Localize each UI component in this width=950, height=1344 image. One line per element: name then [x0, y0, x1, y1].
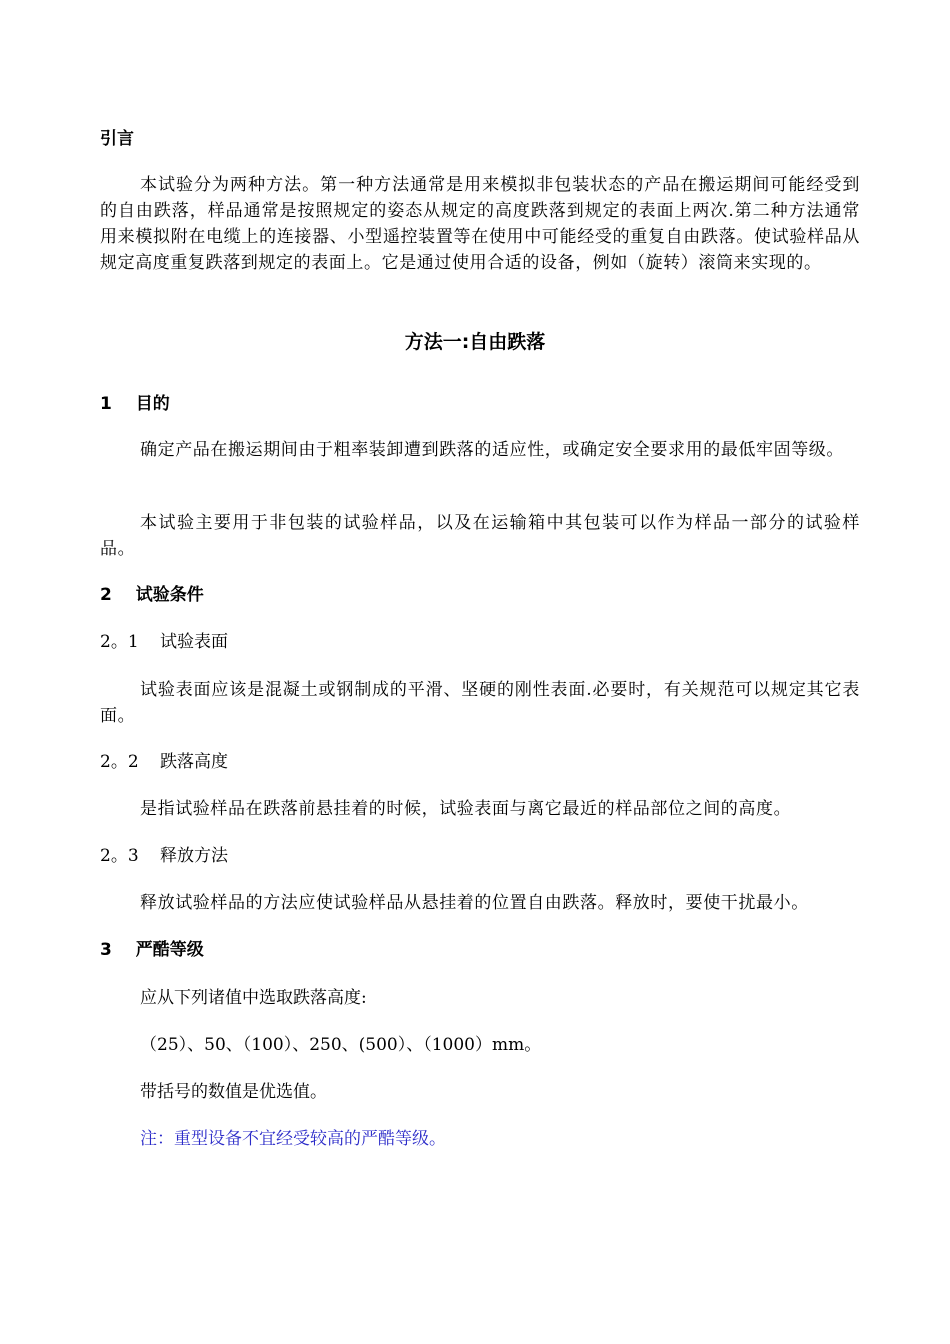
intro-heading: 引言 — [100, 129, 134, 149]
section1-number: 1 — [100, 394, 112, 414]
severity-note: 注：重型设备不宜经受较高的严酷等级。 — [140, 1129, 446, 1149]
subsection-2-3-heading — [100, 843, 228, 869]
subsection-2-1-number: 2。1 — [100, 632, 139, 652]
subsection-2-1-paragraph: 试验表面应该是混凝土或钢制成的平滑、坚硬的刚性表面.必要时，有关规范可以规定其它表面。 — [100, 680, 860, 726]
section3-heading — [100, 937, 204, 963]
subsection-2-2-heading — [100, 749, 228, 775]
subsection-2-3-title: 释放方法 — [160, 846, 229, 866]
severity-values-line: （25）、50、（100）、250、(500）、（1000）mm。 — [140, 1035, 542, 1055]
section2-number: 2 — [100, 585, 112, 605]
section1-heading — [100, 391, 170, 417]
subsection-2-2-paragraph: 是指试验样品在跌落前悬挂着的时候，试验表面与离它最近的样品部位之间的高度。 — [140, 799, 792, 819]
section3-number: 3 — [100, 940, 112, 960]
subsection-2-2-number: 2。2 — [100, 752, 139, 772]
severity-preferred-line: 带括号的数值是优选值。 — [140, 1082, 327, 1102]
section2-title: 试验条件 — [135, 585, 204, 605]
method-title: 方法一:自由跌落 — [404, 331, 546, 353]
intro-paragraph: 本试验分为两种方法。第一种方法通常是用来模拟非包装状态的产品在搬运期间可能经受到的自由跌落，样品通常是按照规定的姿态从规定的高度跌落到规定的表面上两次.第二种方法通常用来模拟附在电缆上的连接器、小型遥控装置等在使用中可能经受的重复自由跌落。使试验样品从规定高度重复跌落到规定的表面上。它是通过使用合适的设备，例如（旋转）滚筒来实现的。 — [100, 175, 860, 273]
subsection-2-3-number: 2。3 — [100, 846, 139, 866]
subsection-2-3-paragraph: 释放试验样品的方法应使试验样品从悬挂着的位置自由跌落。释放时，要使干扰最小。 — [140, 893, 809, 913]
section1-paragraph-1: 确定产品在搬运期间由于粗率装卸遭到跌落的适应性，或确定安全要求用的最低牢固等级。 — [140, 440, 844, 460]
section1-title: 目的 — [135, 394, 170, 414]
severity-intro-line: 应从下列诸值中选取跌落高度: — [140, 988, 367, 1008]
section2-heading — [100, 582, 204, 608]
section1-paragraph-2: 本试验主要用于非包装的试验样品，以及在运输箱中其包装可以作为样品一部分的试验样品。 — [100, 513, 860, 559]
section3-title: 严酷等级 — [135, 940, 204, 960]
subsection-2-2-title: 跌落高度 — [160, 752, 229, 772]
subsection-2-1-heading — [100, 629, 228, 655]
subsection-2-1-title: 试验表面 — [160, 632, 229, 652]
